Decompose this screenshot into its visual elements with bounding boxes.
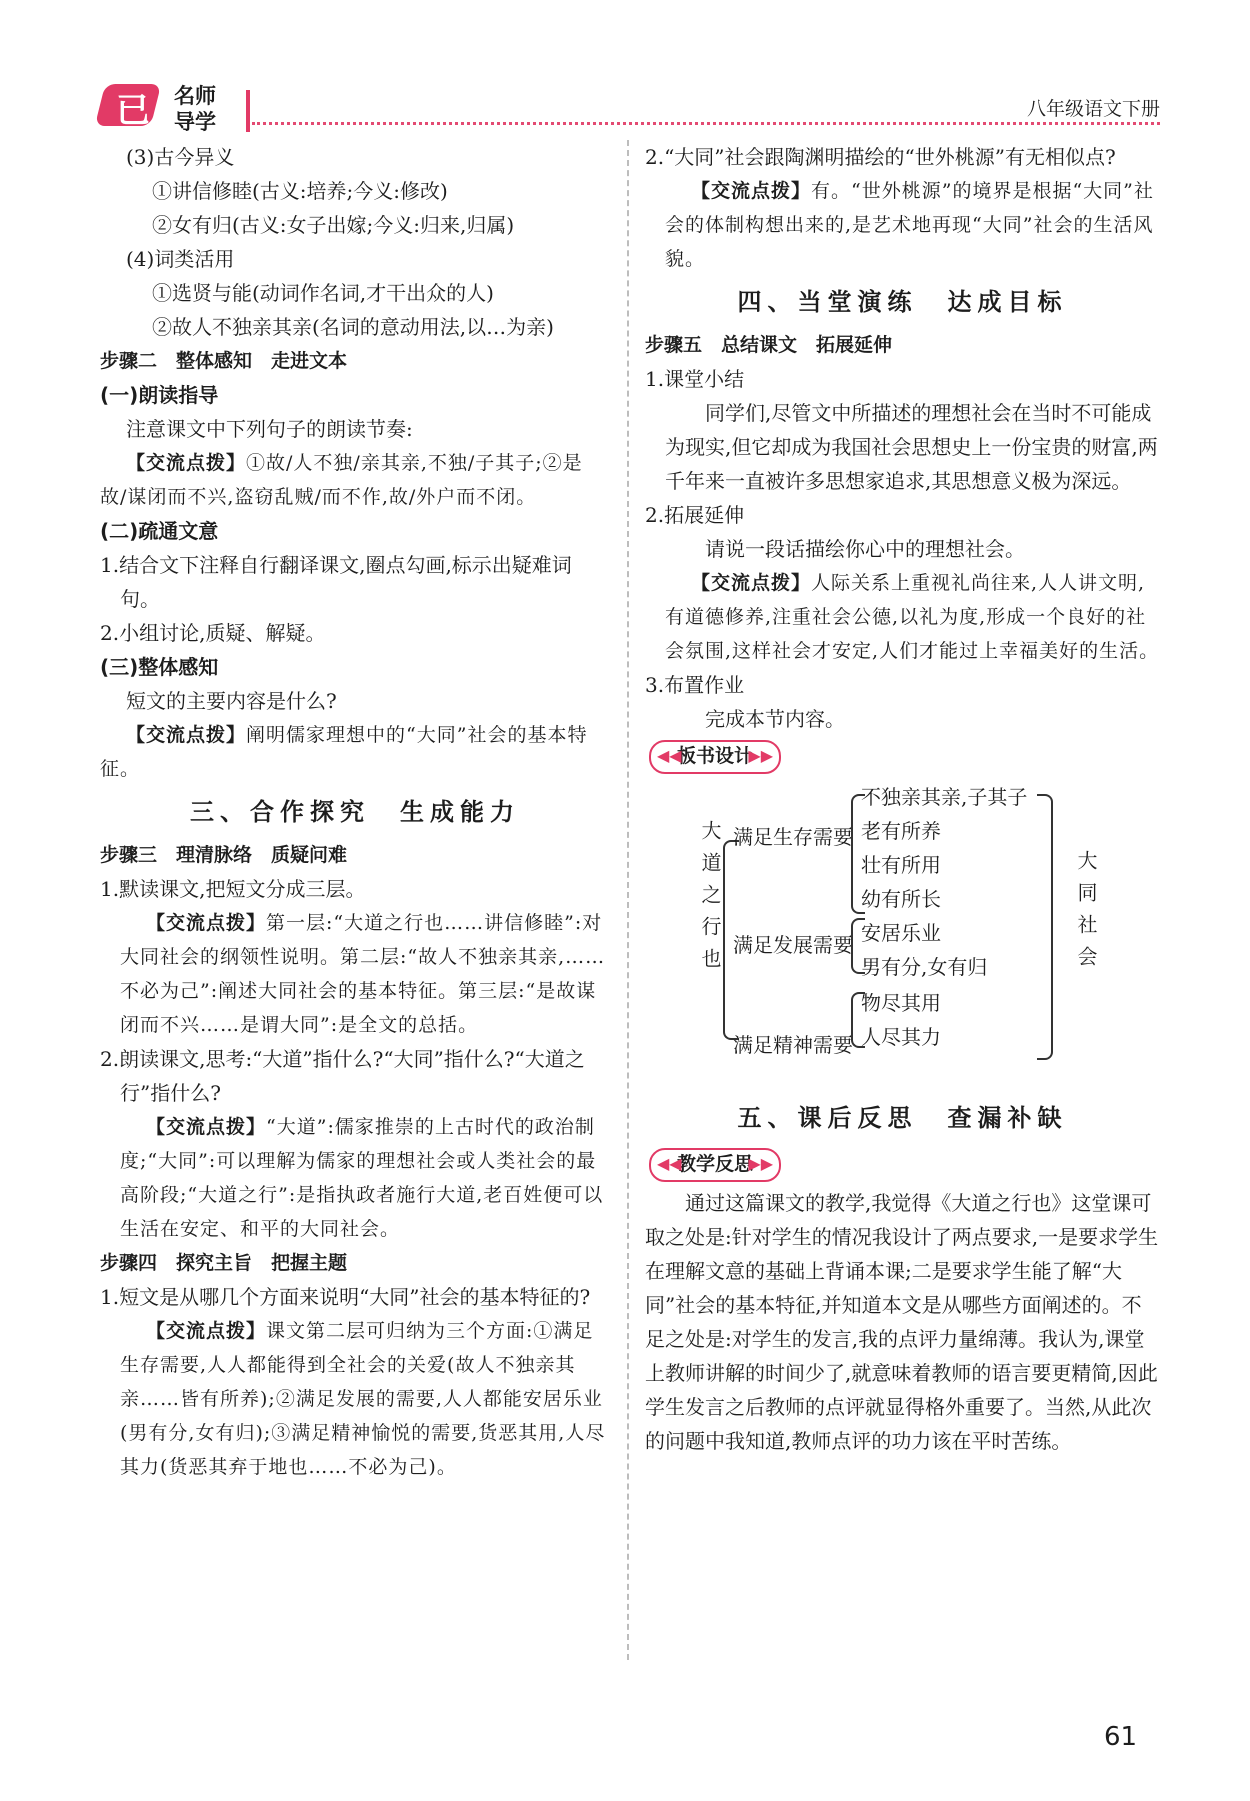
numbered-item: 1.短文是从哪几个方面来说明“大同”社会的基本特征的?: [100, 1285, 591, 1309]
left-column: [100, 140, 610, 1484]
item-line: ②故人不独亲其亲(名词的意动用法,以…为亲): [152, 315, 554, 339]
tip-text: 阐明儒家理想中的“大同”社会的基本特征。: [100, 724, 588, 780]
tip-label: 【交流点拨】: [691, 180, 812, 202]
tip-text: 人际关系上重视礼尚往来,人人讲文明,有道德修养,注重社会公德,以礼为度,形成一个良好的社会氛围,这样社会才安定,人们才能过上幸福美好的生活。: [665, 572, 1160, 662]
board-leaf: 安居乐业: [861, 921, 941, 945]
board-design-tag: [649, 740, 781, 774]
tag-left-arrow-icon: ◀◀: [657, 746, 682, 765]
board-leaf: 幼有所长: [861, 887, 941, 911]
column-divider: [627, 140, 629, 1660]
reflection-paragraph: 通过这篇课文的教学,我觉得《大道之行也》这堂课可取之处是:针对学生的情况我设计了两点要求,一是要求学生在理解文意的基础上背诵本课;二是要求学生能了解“大同”社会的基本特征,并知道本文是从哪些方面阐述的。不足之处是:对学生的发言,我的点评力量绵薄。我认为,课堂上教师讲解的时间少了,就意味着教师的语言要更精简,因此学生发言之后教师的点评就显得格外重要了。当然,从此次的问题中我知道,教师点评的功力该在平时苦练。: [645, 1191, 1159, 1453]
item-heading: (4)词类活用: [126, 247, 235, 271]
step-heading: 步骤二 整体感知 走进文本: [100, 350, 348, 372]
tip-text: 有。“世外桃源”的境界是根据“大同”社会的体制构想出来的,是艺术地再现“大同”社会的生活风貌。: [665, 180, 1154, 270]
board-leaf: 人尽其力: [861, 1025, 941, 1049]
right-column: [645, 140, 1160, 1458]
board-leaf: 老有所养: [861, 819, 941, 843]
tip-paragraph: [100, 1110, 610, 1246]
tip-text: “大道”:儒家推崇的上古时代的政治制度;“大同”:可以理解为儒家的理想社会或人类社会的最高阶段;“大道之行”:是指执政者施行大道,老百姓便可以生活在安定、和平的大同社会。: [120, 1116, 604, 1240]
board-node: 满足精神需要: [733, 1033, 853, 1057]
logo-bar: [246, 90, 250, 132]
board-node: 满足生存需要: [733, 825, 853, 849]
section-title: 三、合作探究 生成能力: [190, 798, 520, 826]
numbered-item: 2.拓展延伸: [645, 503, 745, 527]
sub-heading: (二)疏通文意: [100, 519, 219, 543]
numbered-item: 2.朗读课文,思考:“大道”指什么?“大同”指什么?“大道之行”指什么?: [100, 1047, 585, 1105]
brand-line2: 导学: [174, 110, 216, 134]
tip-label: 【交流点拨】: [146, 912, 267, 934]
step-heading: 步骤五 总结课文 拓展延伸: [645, 334, 893, 356]
numbered-item: 2.小组讨论,质疑、解疑。: [100, 621, 326, 645]
step-heading: 步骤三 理清脉络 质疑问难: [100, 844, 348, 866]
board-leaf: 男有分,女有归: [861, 955, 988, 979]
numbered-item: 2.“大同”社会跟陶渊明描绘的“世外桃源”有无相似点?: [645, 145, 1116, 169]
tip-label: 【交流点拨】: [126, 452, 247, 474]
tip-paragraph: [645, 174, 1160, 276]
sub-heading: (三)整体感知: [100, 655, 219, 679]
tip-label: 【交流点拨】: [691, 572, 812, 594]
tip-label: 【交流点拨】: [146, 1320, 267, 1342]
brand-line1: 名师: [174, 84, 216, 108]
sub-heading: (一)朗读指导: [100, 383, 219, 407]
tip-text: ①故/人不独/亲其亲,不独/子其子;②是故/谋闭而不兴,盗窃乱贼/而不作,故/外户而不闭。: [100, 452, 583, 508]
board-diagram: [645, 782, 1160, 1092]
paragraph: 短文的主要内容是什么?: [126, 689, 337, 713]
page-header: [100, 72, 1160, 132]
tip-label: 【交流点拨】: [146, 1116, 267, 1138]
board-result-label: 大同社会: [1074, 850, 1098, 978]
tag-right-arrow-icon: ▶▶: [748, 746, 774, 765]
teaching-reflection-tag: [649, 1148, 781, 1182]
tip-paragraph: [100, 446, 610, 514]
logo-glyph: 已: [116, 91, 150, 131]
paragraph: 完成本节内容。: [705, 707, 845, 731]
section-title: 五、课后反思 查漏补缺: [737, 1104, 1068, 1132]
tip-paragraph: [100, 718, 610, 786]
tip-label: 【交流点拨】: [126, 724, 247, 746]
section-title: 四、当堂演练 达成目标: [737, 288, 1068, 316]
tip-paragraph: [100, 1314, 610, 1484]
paragraph: 注意课文中下列句子的朗读节奏:: [126, 417, 413, 441]
tip-text: 第一层:“大道之行也……讲信修睦”:对大同社会的纲领性说明。第二层:“故人不独亲其亲,……不必为己”:阐述大同社会的基本特征。第三层:“是故谋闭而不兴……是谓大同”:是全文的总括。: [120, 912, 606, 1036]
board-root-label: 大道之行也: [698, 820, 722, 980]
board-leaf: 物尽其用: [861, 991, 941, 1015]
numbered-item: 1.结合文下注释自行翻译课文,圈点勾画,标示出疑难词句。: [100, 553, 572, 611]
step-heading: 步骤四 探究主旨 把握主题: [100, 1252, 348, 1274]
paragraph: 同学们,尽管文中所描述的理想社会在当时不可能成为现实,但它却成为我国社会思想史上一份宝贵的财富,两千年来一直被许多思想家追求,其思想意义极为深远。: [665, 401, 1158, 493]
tag-left-arrow-icon: ◀◀: [657, 1154, 682, 1173]
numbered-item: 1.默读课文,把短文分成三层。: [100, 877, 366, 901]
tip-paragraph: [645, 566, 1160, 668]
book-title: 八年级语文下册: [1026, 98, 1160, 120]
paragraph: 请说一段话描绘你心中的理想社会。: [705, 537, 1025, 561]
board-leaf: 不独亲其亲,子其子: [861, 785, 1028, 809]
header-dotted-rule: [252, 122, 1160, 125]
numbered-item: 3.布置作业: [645, 673, 745, 697]
numbered-item: 1.课堂小结: [645, 367, 745, 391]
board-right-bracket: [1037, 794, 1053, 1060]
tag-label: 教学反思: [677, 1153, 754, 1175]
tag-label: 板书设计: [677, 745, 754, 767]
tip-text: 课文第二层可归纳为三个方面:①满足生存需要,人人都能得到全社会的关爱(故人不独亲其亲……皆有所养);②满足发展的需要,人人都能安居乐业(男有分,女有归);③满足精神愉悦的需要,货恶其用,人尽其力(货恶其弃于地也……不必为己)。: [120, 1320, 606, 1478]
item-line: ①讲信修睦(古义:培养;今义:修改): [152, 179, 448, 203]
item-heading: (3)古今异义: [126, 145, 235, 169]
tip-paragraph: [100, 906, 610, 1042]
board-node: 满足发展需要: [733, 933, 853, 957]
tag-right-arrow-icon: ▶▶: [748, 1154, 774, 1173]
item-line: ②女有归(古义:女子出嫁;今义:归来,归属): [152, 213, 515, 237]
board-leaf: 壮有所用: [861, 853, 941, 877]
item-line: ①选贤与能(动词作名词,才干出众的人): [152, 281, 494, 305]
brand-logo: [100, 80, 248, 132]
page-number: 61: [1104, 1722, 1138, 1752]
